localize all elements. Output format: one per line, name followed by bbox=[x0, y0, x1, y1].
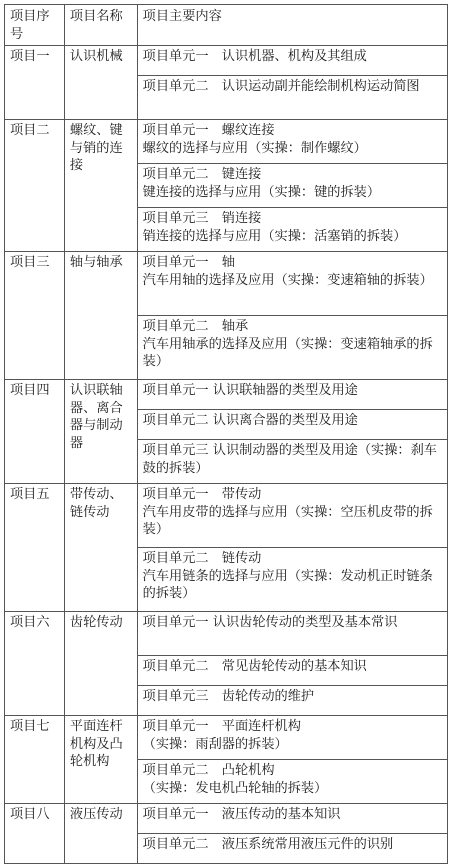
table-header-row bbox=[5, 5, 448, 46]
table-row bbox=[5, 46, 448, 76]
project-unit-cell bbox=[137, 76, 447, 120]
unit-title: 项目单元一 认识联轴器的类型及用途 bbox=[142, 383, 358, 398]
header-project-name: 项目名称 bbox=[64, 5, 137, 46]
unit-title: 项目单元三 认识制动器的类型及用途（实操：刹车鼓的拆装） bbox=[142, 443, 437, 476]
unit-detail: 汽车用皮带的选择与应用（实操：空压机皮带的拆装） bbox=[142, 504, 433, 537]
project-unit-cell bbox=[137, 410, 447, 440]
project-unit-cell bbox=[137, 834, 447, 864]
project-number-cell: 项目三 bbox=[5, 252, 65, 380]
project-name-cell: 轴与轴承 bbox=[64, 252, 137, 380]
project-unit-cell bbox=[137, 164, 447, 208]
project-name-cell: 认识联轴器、离合器与制动器 bbox=[64, 380, 137, 484]
unit-detail: 销连接的选择与应用（实操：活塞销的拆装） bbox=[142, 228, 407, 244]
unit-title: 项目单元二 常见齿轮传动的基本知识 bbox=[142, 659, 367, 674]
project-unit-cell bbox=[137, 46, 447, 76]
project-unit-cell bbox=[137, 252, 447, 316]
unit-title: 项目单元二 液压系统常用液压元件的识别 bbox=[142, 837, 394, 852]
table-row bbox=[5, 612, 448, 656]
unit-title: 项目单元一 液压传动的基本知识 bbox=[142, 807, 341, 822]
unit-title: 项目单元一 认识齿轮传动的类型及基本常识 bbox=[142, 615, 398, 630]
project-unit-cell bbox=[137, 120, 447, 164]
unit-title: 项目单元二 认识离合器的类型及用途 bbox=[142, 413, 358, 428]
table-row bbox=[5, 380, 448, 410]
project-name-cell: 齿轮传动 bbox=[64, 612, 137, 716]
unit-title: 项目单元二 轴承 bbox=[142, 319, 249, 334]
table-row bbox=[5, 252, 448, 316]
course-table-document bbox=[4, 4, 448, 852]
project-unit-cell bbox=[137, 804, 447, 834]
project-unit-cell bbox=[137, 208, 447, 252]
project-unit-cell bbox=[137, 548, 447, 612]
unit-title: 项目单元一 轴 bbox=[142, 255, 235, 270]
unit-title: 项目单元二 凸轮机构 bbox=[142, 763, 275, 778]
table-row bbox=[5, 120, 448, 164]
project-unit-cell bbox=[137, 316, 447, 380]
unit-title: 项目单元二 认识运动副并能绘制机构运动简图 bbox=[142, 79, 420, 94]
header-main-content: 项目主要内容 bbox=[137, 5, 447, 46]
unit-detail: 汽车用链条的选择与应用（实操：发动机正时链条的拆装） bbox=[142, 568, 433, 601]
project-name-cell: 带传动、链传动 bbox=[64, 484, 137, 612]
unit-title: 项目单元三 齿轮传动的维护 bbox=[142, 689, 315, 704]
unit-detail: 键连接的选择与应用（实操：键的拆装） bbox=[142, 184, 381, 200]
project-number-cell: 项目六 bbox=[5, 612, 65, 716]
project-name-cell: 螺纹、键与销的连接 bbox=[64, 120, 137, 252]
unit-title: 项目单元一 平面连杆机构 bbox=[142, 719, 301, 734]
unit-detail: （实操：雨刮器的拆装） bbox=[142, 736, 288, 752]
table-row bbox=[5, 484, 448, 548]
project-unit-cell bbox=[137, 656, 447, 686]
project-unit-cell bbox=[137, 440, 447, 484]
unit-title: 项目单元二 键连接 bbox=[142, 167, 262, 182]
unit-detail: （实操：发电机凸轮轴的拆装） bbox=[142, 780, 328, 796]
table-row bbox=[5, 716, 448, 760]
project-name-cell: 平面连杆机构及凸轮机构 bbox=[64, 716, 137, 804]
project-unit-cell bbox=[137, 686, 447, 716]
header-project-number: 项目序号 bbox=[5, 5, 65, 46]
project-number-cell: 项目八 bbox=[5, 804, 65, 864]
unit-title: 项目单元二 链传动 bbox=[142, 551, 262, 566]
unit-title: 项目单元三 销连接 bbox=[142, 211, 262, 226]
unit-title: 项目单元一 带传动 bbox=[142, 487, 262, 502]
unit-title: 项目单元一 螺纹连接 bbox=[142, 123, 275, 138]
unit-detail: 螺纹的选择与应用（实操：制作螺纹） bbox=[142, 140, 367, 156]
project-number-cell: 项目五 bbox=[5, 484, 65, 612]
project-number-cell: 项目四 bbox=[5, 380, 65, 484]
project-number-cell: 项目一 bbox=[5, 46, 65, 120]
project-unit-cell bbox=[137, 716, 447, 760]
project-unit-cell bbox=[137, 760, 447, 804]
project-name-cell: 认识机械 bbox=[64, 46, 137, 120]
project-number-cell: 项目二 bbox=[5, 120, 65, 252]
project-unit-cell bbox=[137, 380, 447, 410]
unit-title: 项目单元一 认识机器、机构及其组成 bbox=[142, 49, 367, 64]
course-content-table bbox=[4, 4, 448, 864]
project-unit-cell bbox=[137, 612, 447, 656]
project-number-cell: 项目七 bbox=[5, 716, 65, 804]
unit-detail: 汽车用轴的选择及应用（实操：变速箱轴的拆装） bbox=[142, 272, 433, 288]
table-row bbox=[5, 804, 448, 834]
project-name-cell: 液压传动 bbox=[64, 804, 137, 864]
project-unit-cell bbox=[137, 484, 447, 548]
unit-detail: 汽车用轴承的选择及应用（实操：变速箱轴承的拆装） bbox=[142, 336, 433, 369]
